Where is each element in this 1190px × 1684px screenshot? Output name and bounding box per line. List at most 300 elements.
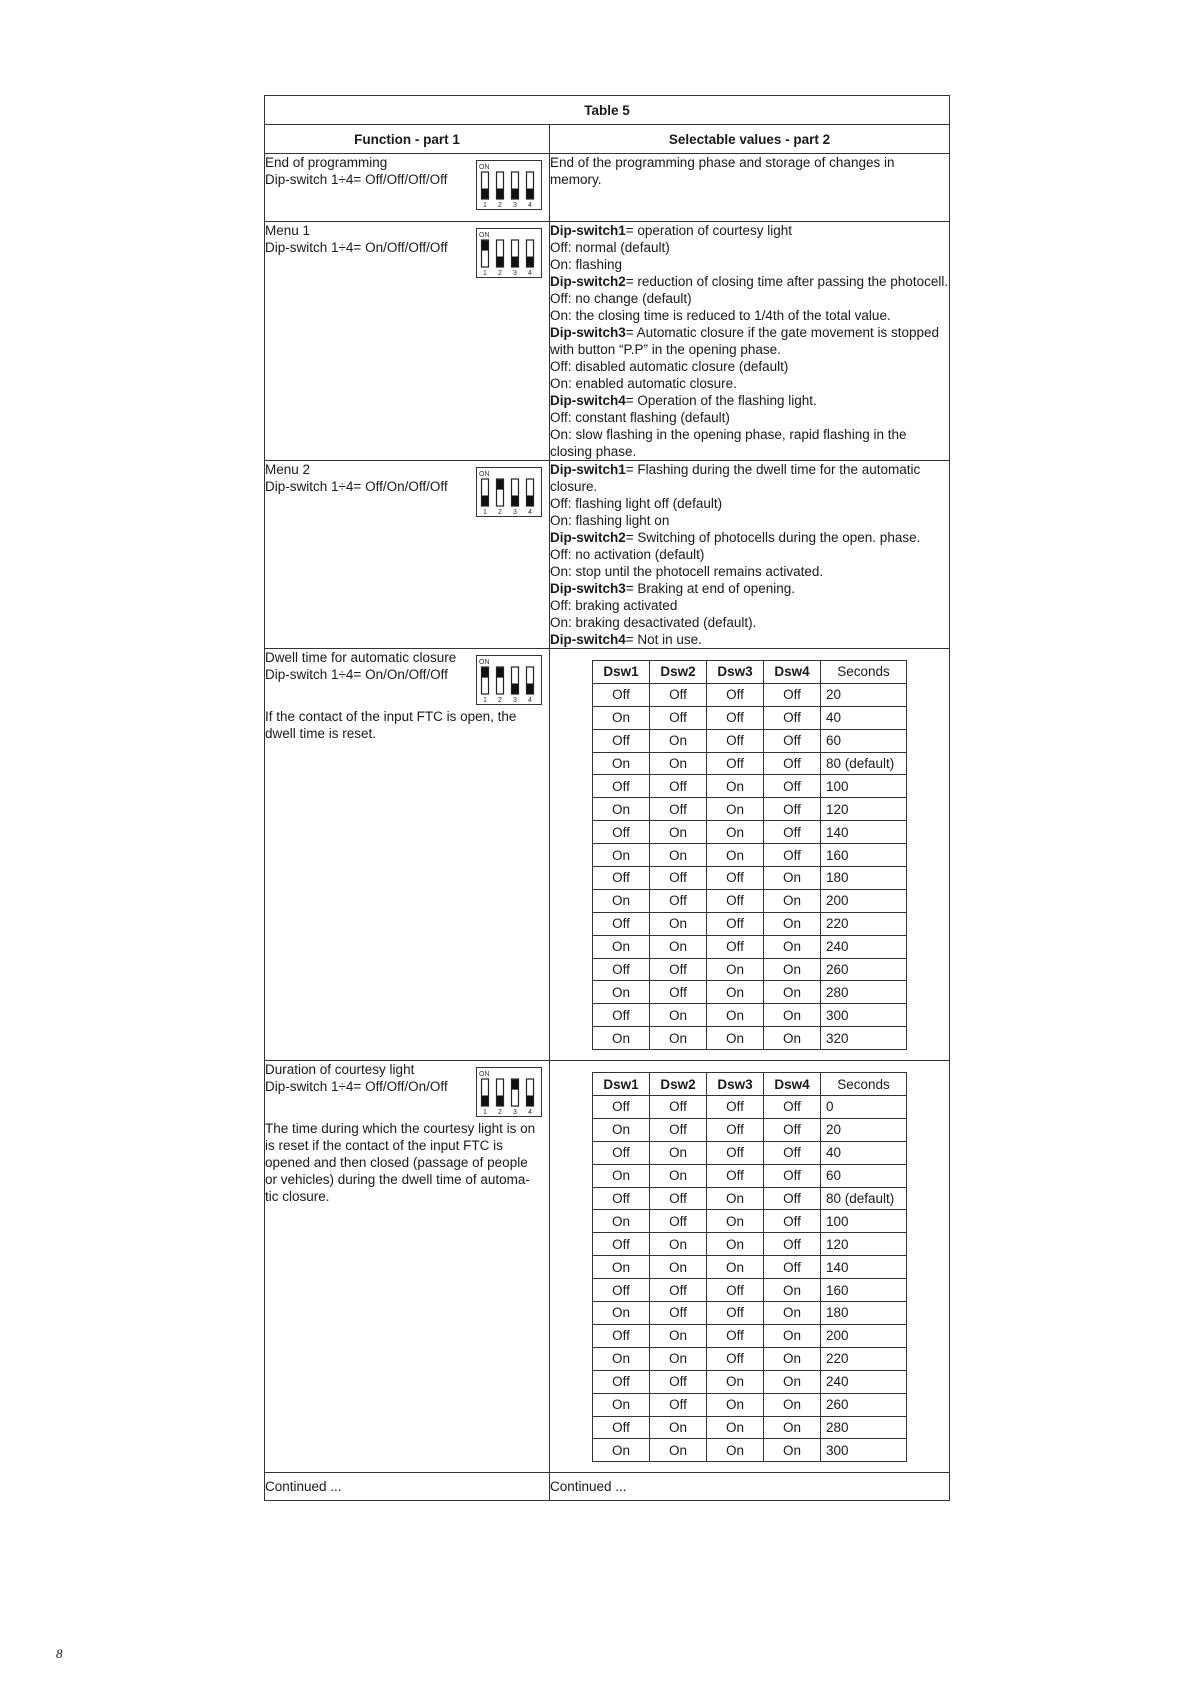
seconds-cell: 300 <box>821 1004 907 1027</box>
table-row <box>593 1096 907 1119</box>
switch-state-cell: On <box>764 1347 821 1370</box>
switch-state-cell: On <box>764 1324 821 1347</box>
dip-number: 4 <box>528 202 532 209</box>
dip-knob <box>482 1096 488 1106</box>
switch-state-cell: Off <box>593 1141 650 1164</box>
table-header-row <box>593 661 907 684</box>
switch-state-cell: Off <box>650 889 707 912</box>
switch-state-cell: On <box>650 1164 707 1187</box>
table-row <box>593 1027 907 1050</box>
switch-state-cell: On <box>764 981 821 1004</box>
dwell-time-table <box>592 660 907 1050</box>
seconds-cell: 20 <box>821 683 907 706</box>
dip-knob <box>527 496 533 506</box>
table-row <box>593 1393 907 1416</box>
switch-state-cell: Off <box>593 867 650 890</box>
function-cell <box>265 649 550 1061</box>
header-selectable-values: Selectable values - part 2 <box>550 125 950 154</box>
table-row <box>593 889 907 912</box>
switch-state-cell: Off <box>593 729 650 752</box>
dip-number: 2 <box>498 697 502 704</box>
switch-state-cell: Off <box>764 775 821 798</box>
table-row <box>593 1370 907 1393</box>
dip-switch-label: Dip-switch4 <box>550 632 626 647</box>
dip-knob <box>497 189 503 199</box>
seconds-cell: 220 <box>821 1347 907 1370</box>
switch-state-cell: On <box>650 1233 707 1256</box>
seconds-cell: 320 <box>821 1027 907 1050</box>
dip-switch-text: = Braking at end of opening. <box>625 581 796 596</box>
column-header: Dsw4 <box>764 1073 821 1096</box>
dip-number: 2 <box>498 509 502 516</box>
switch-state-cell: On <box>764 1416 821 1439</box>
column-header: Dsw2 <box>650 661 707 684</box>
dip-switch-label: Dip-switch3 <box>550 581 626 596</box>
values-line <box>550 256 949 273</box>
column-header: Seconds <box>821 1073 907 1096</box>
switch-state-cell: On <box>707 1210 764 1233</box>
switch-state-cell: Off <box>764 1256 821 1279</box>
values-line <box>550 631 949 648</box>
table-row <box>593 844 907 867</box>
values-line <box>550 392 949 409</box>
function-note: The time during which the courtesy light is on is reset if the contact of the input FTC is opened and then closed (passage of people or vehicles) during the dwell time of automa- tic closure. <box>265 1121 536 1205</box>
switch-state-cell: On <box>593 752 650 775</box>
values-cell <box>550 222 950 461</box>
switch-state-cell: Off <box>650 798 707 821</box>
switch-state-cell: Off <box>764 729 821 752</box>
dip-knob <box>512 496 518 506</box>
switch-state-cell: On <box>593 706 650 729</box>
switch-state-cell: Off <box>764 821 821 844</box>
dip-knob <box>512 684 518 694</box>
switch-state-cell: Off <box>707 1141 764 1164</box>
switch-state-cell: On <box>593 981 650 1004</box>
dip-switch-text: Off: flashing light off (default) <box>550 496 723 511</box>
switch-state-cell: Off <box>707 912 764 935</box>
dip-number: 1 <box>483 1109 487 1117</box>
switch-state-cell: On <box>650 1416 707 1439</box>
values-cell <box>550 1061 950 1473</box>
switch-state-cell: Off <box>707 1279 764 1302</box>
table-row <box>593 981 907 1004</box>
values-text: End of the programming phase and storage of changes in memory. <box>550 155 895 187</box>
values-line <box>550 409 949 426</box>
dip-number: 2 <box>498 202 502 209</box>
switch-state-cell: On <box>764 1279 821 1302</box>
switch-state-cell: On <box>650 1027 707 1050</box>
switch-state-cell: Off <box>707 706 764 729</box>
table-5 <box>264 95 950 1501</box>
table-row <box>593 752 907 775</box>
switch-state-cell: Off <box>593 1416 650 1439</box>
dip-on-label: ON <box>479 164 490 171</box>
table-header-row <box>593 1073 907 1096</box>
table-row <box>593 1164 907 1187</box>
values-cell <box>550 154 950 222</box>
values-line <box>550 324 949 358</box>
values-line <box>550 290 949 307</box>
switch-state-cell: Off <box>650 1393 707 1416</box>
switch-state-cell: Off <box>593 1370 650 1393</box>
values-line <box>550 597 949 614</box>
switch-state-cell: On <box>650 1256 707 1279</box>
seconds-cell: 100 <box>821 775 907 798</box>
switch-state-cell: Off <box>593 821 650 844</box>
function-cell <box>265 154 550 222</box>
table-row <box>593 912 907 935</box>
courtesy-light-table <box>592 1072 907 1462</box>
function-title: Menu 2 <box>265 462 311 477</box>
column-header: Dsw1 <box>593 661 650 684</box>
switch-state-cell: On <box>764 1370 821 1393</box>
seconds-cell: 140 <box>821 1256 907 1279</box>
dip-number: 1 <box>483 202 487 209</box>
seconds-cell: 20 <box>821 1118 907 1141</box>
dip-number: 4 <box>528 1109 532 1117</box>
values-line <box>550 614 949 631</box>
switch-state-cell: On <box>707 821 764 844</box>
dip-switch-text: On: enabled automatic closure. <box>550 376 737 391</box>
switch-state-cell: Off <box>764 1118 821 1141</box>
switch-state-cell: On <box>707 1393 764 1416</box>
dip-knob <box>482 668 488 678</box>
switch-state-cell: Off <box>764 1233 821 1256</box>
dip-number: 1 <box>483 697 487 704</box>
switch-state-cell: Off <box>764 752 821 775</box>
dip-switch-text: = Operation of the flashing light. <box>625 393 817 408</box>
dip-number: 3 <box>513 509 517 516</box>
table-row <box>593 821 907 844</box>
seconds-cell: 160 <box>821 1279 907 1302</box>
switch-state-cell: On <box>764 1004 821 1027</box>
table-row <box>593 935 907 958</box>
dip-switch-icon <box>476 228 542 278</box>
table-row <box>593 798 907 821</box>
switch-state-cell: Off <box>707 1096 764 1119</box>
table-row <box>593 1279 907 1302</box>
dip-switch-text: On: stop until the photocell remains activated. <box>550 564 824 579</box>
seconds-cell: 200 <box>821 1324 907 1347</box>
seconds-cell: 180 <box>821 867 907 890</box>
seconds-cell: 100 <box>821 1210 907 1233</box>
dip-number: 3 <box>513 697 517 704</box>
switch-state-cell: Off <box>707 1324 764 1347</box>
switch-state-cell: Off <box>650 1187 707 1210</box>
switch-state-cell: Off <box>707 1302 764 1325</box>
switch-state-cell: On <box>650 729 707 752</box>
switch-state-cell: Off <box>593 1096 650 1119</box>
switch-state-cell: Off <box>593 1233 650 1256</box>
seconds-cell: 80 (default) <box>821 752 907 775</box>
dip-switch-text: On: the closing time is reduced to 1/4th of the total value. <box>550 308 891 323</box>
dip-switch-icon <box>476 655 542 705</box>
seconds-cell: 60 <box>821 1164 907 1187</box>
function-note: If the contact of the input FTC is open, the dwell time is reset. <box>265 709 517 741</box>
switch-state-cell: On <box>764 1439 821 1462</box>
switch-state-cell: On <box>764 958 821 981</box>
switch-state-cell: Off <box>650 775 707 798</box>
table-row <box>593 1233 907 1256</box>
continued-right: Continued ... <box>550 1473 950 1501</box>
switch-state-cell: Off <box>593 775 650 798</box>
switch-state-cell: Off <box>650 867 707 890</box>
switch-state-cell: On <box>593 1439 650 1462</box>
switch-state-cell: Off <box>707 935 764 958</box>
seconds-cell: 280 <box>821 981 907 1004</box>
dip-switch-text: = Automatic closure if the gate movement is stopped with button “P.P” in the opening phase. <box>550 325 940 357</box>
function-cell <box>265 461 550 649</box>
switch-state-cell: On <box>650 935 707 958</box>
column-header: Seconds <box>821 661 907 684</box>
switch-state-cell: Off <box>593 1279 650 1302</box>
table-row <box>593 683 907 706</box>
page-number: 8 <box>56 1646 63 1661</box>
values-line <box>550 273 949 290</box>
dip-setting: Dip-switch 1÷4= On/Off/Off/Off <box>265 240 448 255</box>
dip-number: 4 <box>528 697 532 704</box>
column-header: Dsw3 <box>707 1073 764 1096</box>
switch-state-cell: On <box>593 1393 650 1416</box>
switch-state-cell: Off <box>650 1096 707 1119</box>
table-row <box>593 1004 907 1027</box>
switch-state-cell: Off <box>593 1187 650 1210</box>
seconds-cell: 40 <box>821 1141 907 1164</box>
switch-state-cell: Off <box>593 1324 650 1347</box>
values-line <box>550 580 949 597</box>
switch-state-cell: On <box>593 844 650 867</box>
switch-state-cell: Off <box>707 867 764 890</box>
switch-state-cell: On <box>593 1210 650 1233</box>
table-caption: Table 5 <box>265 96 950 125</box>
switch-state-cell: On <box>593 798 650 821</box>
table-row <box>593 706 907 729</box>
switch-state-cell: On <box>707 958 764 981</box>
switch-state-cell: Off <box>650 1210 707 1233</box>
switch-state-cell: On <box>650 752 707 775</box>
dip-switch-label: Dip-switch4 <box>550 393 626 408</box>
switch-state-cell: On <box>593 889 650 912</box>
table-row <box>593 1210 907 1233</box>
values-cell <box>550 461 950 649</box>
dip-knob <box>527 257 533 267</box>
switch-state-cell: Off <box>650 1302 707 1325</box>
dip-number: 4 <box>528 509 532 516</box>
switch-state-cell: On <box>593 1302 650 1325</box>
values-line <box>550 358 949 375</box>
switch-state-cell: On <box>764 1393 821 1416</box>
values-line <box>550 426 949 460</box>
dip-knob <box>527 189 533 199</box>
dip-switch-icon <box>476 467 542 517</box>
dip-switch-text: Off: no activation (default) <box>550 547 705 562</box>
table-row <box>593 1439 907 1462</box>
switch-state-cell: On <box>707 1416 764 1439</box>
seconds-cell: 260 <box>821 1393 907 1416</box>
dip-knob <box>497 480 503 490</box>
switch-state-cell: Off <box>650 958 707 981</box>
switch-state-cell: Off <box>764 844 821 867</box>
switch-state-cell: On <box>593 1027 650 1050</box>
dip-switch-text: On: slow flashing in the opening phase, rapid flashing in the closing phase. <box>550 427 907 459</box>
dip-switch-text: = reduction of closing time after passing the photocell. <box>625 274 949 289</box>
switch-state-cell: On <box>707 775 764 798</box>
dip-knob <box>527 684 533 694</box>
switch-state-cell: On <box>707 1256 764 1279</box>
switch-state-cell: Off <box>707 889 764 912</box>
seconds-cell: 80 (default) <box>821 1187 907 1210</box>
dip-knob <box>512 1080 518 1090</box>
switch-state-cell: Off <box>764 1096 821 1119</box>
table-row <box>593 729 907 752</box>
switch-state-cell: Off <box>764 1164 821 1187</box>
switch-state-cell: On <box>707 1370 764 1393</box>
dip-switch-icon <box>476 1067 542 1117</box>
dip-number: 2 <box>498 270 502 277</box>
values-line <box>550 512 949 529</box>
dip-number: 1 <box>483 270 487 277</box>
dip-number: 3 <box>513 1109 517 1117</box>
switch-state-cell: On <box>707 1439 764 1462</box>
switch-state-cell: On <box>650 1324 707 1347</box>
values-line <box>550 495 949 512</box>
dip-number: 2 <box>498 1109 502 1117</box>
continued-left: Continued ... <box>265 1473 550 1501</box>
dip-switch-label: Dip-switch1 <box>550 462 626 477</box>
switch-state-cell: Off <box>593 958 650 981</box>
seconds-cell: 40 <box>821 706 907 729</box>
switch-state-cell: On <box>650 844 707 867</box>
seconds-cell: 120 <box>821 798 907 821</box>
dip-switch-text: Off: braking activated <box>550 598 678 613</box>
dip-knob <box>512 189 518 199</box>
switch-state-cell: Off <box>707 752 764 775</box>
dip-switch-label: Dip-switch1 <box>550 223 626 238</box>
function-cell <box>265 1061 550 1473</box>
switch-state-cell: On <box>650 1439 707 1462</box>
dip-knob <box>482 496 488 506</box>
switch-state-cell: On <box>650 821 707 844</box>
switch-state-cell: Off <box>650 683 707 706</box>
function-title: End of programming <box>265 155 388 170</box>
switch-state-cell: Off <box>707 1347 764 1370</box>
dip-switch-text: On: flashing <box>550 257 623 272</box>
dip-knob <box>512 257 518 267</box>
dip-switch-label: Dip-switch2 <box>550 274 626 289</box>
seconds-cell: 280 <box>821 1416 907 1439</box>
table-row <box>593 1324 907 1347</box>
switch-state-cell: Off <box>650 706 707 729</box>
values-line <box>550 546 949 563</box>
dip-setting: Dip-switch 1÷4= On/On/Off/Off <box>265 667 448 682</box>
dip-on-label: ON <box>479 232 490 239</box>
values-line <box>550 307 949 324</box>
dip-switch-icon <box>476 160 542 210</box>
dip-knob <box>497 1096 503 1106</box>
table-row <box>593 1302 907 1325</box>
table-row <box>593 1256 907 1279</box>
dip-switch-text: Off: constant flashing (default) <box>550 410 730 425</box>
table-row <box>593 1141 907 1164</box>
header-function: Function - part 1 <box>265 125 550 154</box>
switch-state-cell: On <box>593 1118 650 1141</box>
dip-switch-text: Off: no change (default) <box>550 291 692 306</box>
dip-on-label: ON <box>479 471 490 478</box>
switch-state-cell: On <box>707 1233 764 1256</box>
values-line <box>550 529 949 546</box>
switch-state-cell: Off <box>593 683 650 706</box>
switch-state-cell: On <box>764 889 821 912</box>
dip-switch-label: Dip-switch3 <box>550 325 626 340</box>
dip-switch-label: Dip-switch2 <box>550 530 626 545</box>
switch-state-cell: On <box>764 1027 821 1050</box>
table-row <box>593 1187 907 1210</box>
column-header: Dsw1 <box>593 1073 650 1096</box>
function-title: Dwell time for automatic closure <box>265 650 457 665</box>
switch-state-cell: On <box>707 798 764 821</box>
values-line <box>550 222 949 239</box>
table-row <box>593 1118 907 1141</box>
seconds-cell: 140 <box>821 821 907 844</box>
switch-state-cell: On <box>707 1027 764 1050</box>
dip-knob <box>527 1096 533 1106</box>
switch-state-cell: Off <box>707 1118 764 1141</box>
column-header: Dsw4 <box>764 661 821 684</box>
dip-knob <box>497 668 503 678</box>
switch-state-cell: On <box>650 912 707 935</box>
dip-setting: Dip-switch 1÷4= Off/Off/Off/Off <box>265 172 448 187</box>
seconds-cell: 220 <box>821 912 907 935</box>
dip-on-label: ON <box>479 659 490 666</box>
switch-state-cell: Off <box>707 729 764 752</box>
dip-knob <box>497 257 503 267</box>
switch-state-cell: Off <box>650 1370 707 1393</box>
seconds-cell: 300 <box>821 1439 907 1462</box>
function-cell <box>265 222 550 461</box>
dip-on-label: ON <box>479 1071 490 1079</box>
switch-state-cell: On <box>650 1004 707 1027</box>
function-title: Menu 1 <box>265 223 311 238</box>
values-line <box>550 375 949 392</box>
dip-switch-text: On: braking desactivated (default). <box>550 615 757 630</box>
seconds-cell: 240 <box>821 1370 907 1393</box>
dip-number: 1 <box>483 509 487 516</box>
dip-switch-text: On: flashing light on <box>550 513 670 528</box>
switch-state-cell: Off <box>593 912 650 935</box>
dip-switch-text: Off: normal (default) <box>550 240 670 255</box>
dip-setting: Dip-switch 1÷4= Off/On/Off/Off <box>265 479 448 494</box>
switch-state-cell: On <box>707 1004 764 1027</box>
switch-state-cell: Off <box>764 798 821 821</box>
table-row <box>593 1416 907 1439</box>
table-row <box>593 958 907 981</box>
switch-state-cell: Off <box>650 1118 707 1141</box>
seconds-cell: 200 <box>821 889 907 912</box>
switch-state-cell: On <box>764 867 821 890</box>
seconds-cell: 180 <box>821 1302 907 1325</box>
dip-switch-text: = Switching of photocells during the open. phase. <box>625 530 921 545</box>
function-title: Duration of courtesy light <box>265 1062 415 1078</box>
switch-state-cell: Off <box>764 706 821 729</box>
seconds-cell: 160 <box>821 844 907 867</box>
switch-state-cell: On <box>764 935 821 958</box>
dip-switch-text: = Flashing during the dwell time for the automatic closure. <box>550 462 921 494</box>
dip-knob <box>482 241 488 251</box>
switch-state-cell: Off <box>764 683 821 706</box>
dip-switch-text: Off: disabled automatic closure (default) <box>550 359 789 374</box>
switch-state-cell: Off <box>593 1004 650 1027</box>
switch-state-cell: On <box>593 1256 650 1279</box>
